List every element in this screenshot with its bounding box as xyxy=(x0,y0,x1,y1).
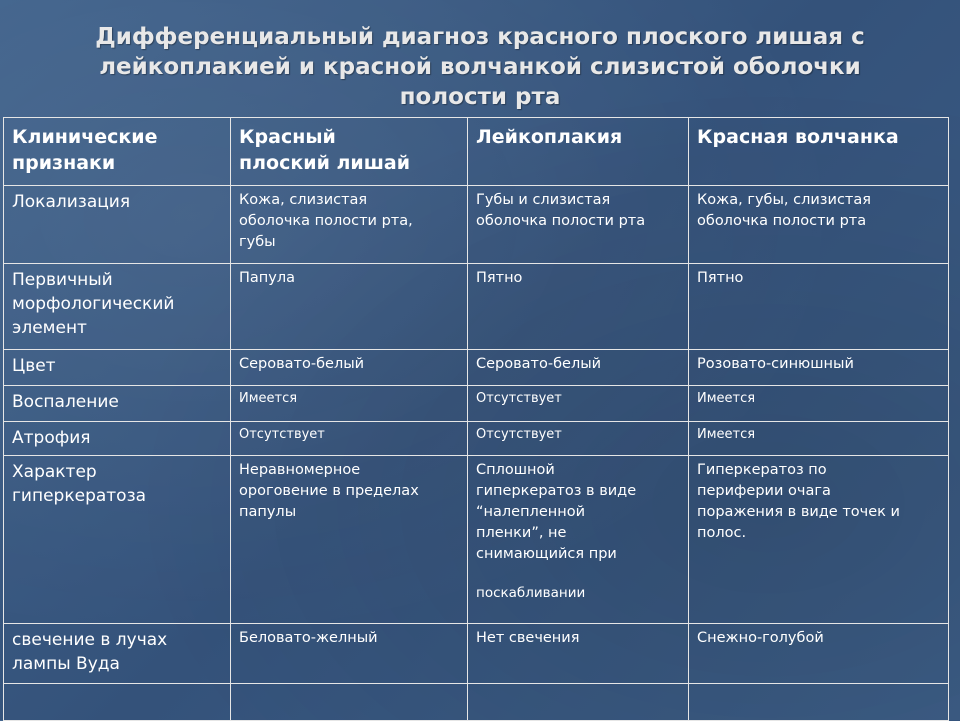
table-row xyxy=(4,264,949,350)
cell-text: папулы xyxy=(239,504,297,520)
table-cell xyxy=(468,422,689,456)
cell-text: полос. xyxy=(697,525,747,541)
table-cell xyxy=(689,350,949,386)
header-text: признаки xyxy=(12,152,116,174)
label-text: морфологический xyxy=(12,294,175,314)
table-row xyxy=(4,422,949,456)
header-clinical-signs xyxy=(4,118,231,186)
cell-text: Отсутствует xyxy=(476,427,562,442)
table-cell xyxy=(689,456,949,624)
table-row xyxy=(4,186,949,264)
header-text: Красная волчанка xyxy=(697,126,899,148)
cell-text: Отсутствует xyxy=(239,427,325,442)
row-label xyxy=(4,264,231,350)
label-text: Цвет xyxy=(12,356,56,376)
table-row xyxy=(4,386,949,422)
table-cell xyxy=(231,264,468,350)
cell-text: Серовато-белый xyxy=(476,356,602,372)
header-text: плоский лишай xyxy=(239,152,411,174)
cell-text: Имеется xyxy=(239,391,298,406)
table-cell xyxy=(231,386,468,422)
cell-text: Кожа, слизистая xyxy=(239,192,368,208)
cell-text: поражения в виде точек и xyxy=(697,504,900,520)
table-cell xyxy=(689,624,949,684)
table-cell xyxy=(689,422,949,456)
table-cell xyxy=(231,186,468,264)
cell-text: Неравномерное xyxy=(239,462,361,478)
header-lichen-planus xyxy=(231,118,468,186)
label-text: лампы Вуда xyxy=(12,654,120,674)
table-cell xyxy=(468,684,689,721)
cell-text: оболочка полости рта xyxy=(476,213,646,229)
slide-title xyxy=(10,22,950,112)
label-text: Первичный xyxy=(12,270,113,290)
table-cell xyxy=(689,684,949,721)
header-leukoplakia xyxy=(468,118,689,186)
row-label xyxy=(4,624,231,684)
row-label xyxy=(4,186,231,264)
cell-text: поскабливании xyxy=(476,585,586,601)
cell-text: Губы и слизистая xyxy=(476,192,611,208)
differential-diagnosis-table xyxy=(3,117,949,721)
cell-text: Имеется xyxy=(697,427,756,442)
cell-text: гиперкератоз в виде xyxy=(476,483,637,499)
row-label xyxy=(4,350,231,386)
cell-text: Нет свечения xyxy=(476,630,580,646)
label-text: свечение в лучах xyxy=(12,630,168,650)
label-text: Характер xyxy=(12,462,97,482)
header-text: Клинические xyxy=(12,126,158,148)
table-cell xyxy=(689,386,949,422)
label-text: элемент xyxy=(12,318,87,338)
table-cell xyxy=(231,684,468,721)
cell-text: пленки”, не xyxy=(476,525,567,541)
row-label xyxy=(4,456,231,624)
row-label xyxy=(4,386,231,422)
cell-text: Папула xyxy=(239,270,296,286)
table-cell xyxy=(468,350,689,386)
header-text: Красный xyxy=(239,126,336,148)
table-row xyxy=(4,350,949,386)
cell-text: Гиперкератоз по xyxy=(697,462,827,478)
label-text: Локализация xyxy=(12,192,131,212)
table-cell xyxy=(468,264,689,350)
table-cell xyxy=(231,422,468,456)
cell-text: Беловато-желный xyxy=(239,630,378,646)
cell-text: Кожа, губы, слизистая xyxy=(697,192,871,208)
table-cell xyxy=(231,624,468,684)
table-cell xyxy=(689,264,949,350)
cell-text: оболочка полости рта, xyxy=(239,213,413,229)
row-label xyxy=(4,422,231,456)
cell-text: Серовато-белый xyxy=(239,356,365,372)
cell-text: ороговение в пределах xyxy=(239,483,419,499)
title-line-1: Дифференциальный диагноз красного плоского лишая с xyxy=(95,24,865,50)
cell-text: Пятно xyxy=(697,270,744,286)
table-cell xyxy=(468,386,689,422)
table-header-row xyxy=(4,118,949,186)
cell-text: снимающийся при xyxy=(476,546,617,562)
title-line-2: лейкоплакией и красной волчанкой слизистой оболочки xyxy=(99,54,861,80)
cell-text: Снежно-голубой xyxy=(697,630,824,646)
table-cell xyxy=(689,186,949,264)
table-row-empty xyxy=(4,684,949,721)
label-text: Атрофия xyxy=(12,428,91,448)
cell-text: Розовато-синюшный xyxy=(697,356,854,372)
title-line-3: полости рта xyxy=(399,84,561,110)
table-row xyxy=(4,624,949,684)
line-gap xyxy=(476,565,682,583)
label-text: гиперкератоза xyxy=(12,486,147,506)
cell-text: “налепленной xyxy=(476,504,585,520)
label-text: Воспаление xyxy=(12,392,119,412)
cell-text: Сплошной xyxy=(476,462,555,478)
table-cell xyxy=(4,684,231,721)
header-text: Лейкоплакия xyxy=(476,126,623,148)
table-cell xyxy=(468,624,689,684)
table-row xyxy=(4,456,949,624)
table-cell xyxy=(468,456,689,624)
cell-text: Отсутствует xyxy=(476,391,562,406)
table-cell xyxy=(231,456,468,624)
header-lupus xyxy=(689,118,949,186)
cell-text: периферии очага xyxy=(697,483,831,499)
table-cell xyxy=(468,186,689,264)
table-cell xyxy=(231,350,468,386)
cell-text: оболочка полости рта xyxy=(697,213,867,229)
cell-text: губы xyxy=(239,234,276,250)
cell-text: Имеется xyxy=(697,391,756,406)
cell-text: Пятно xyxy=(476,270,523,286)
